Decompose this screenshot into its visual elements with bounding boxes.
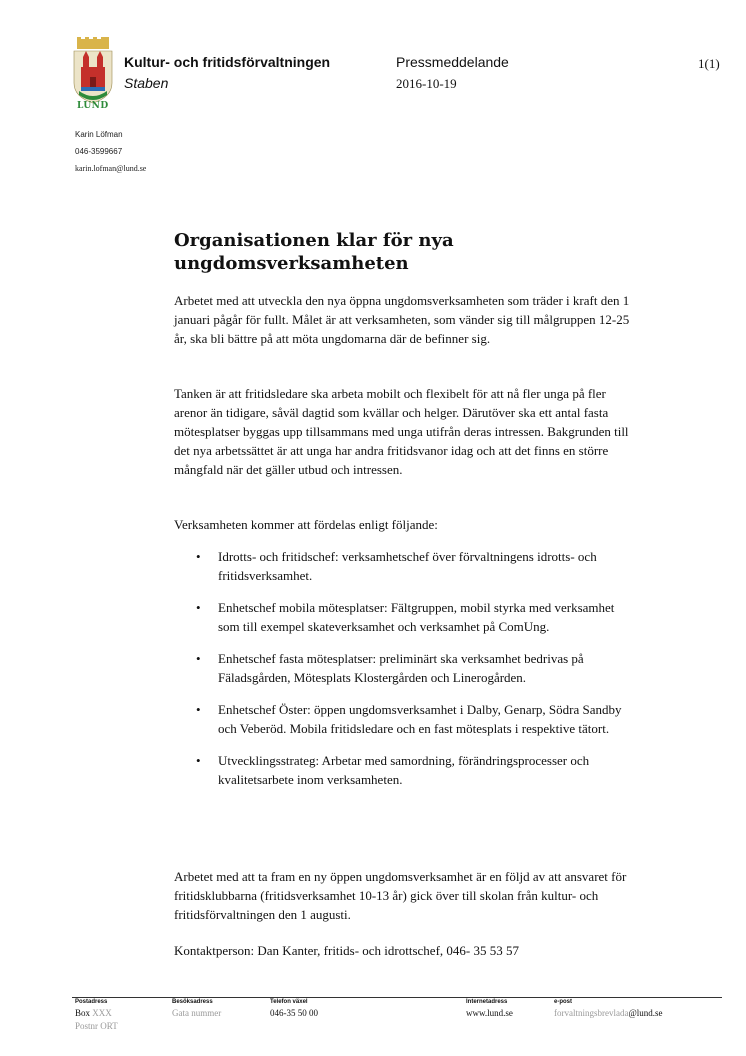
organization-unit: Staben bbox=[124, 75, 169, 91]
footer-internet-label: Internetadress bbox=[466, 999, 508, 1005]
page-number: 1(1) bbox=[698, 56, 720, 71]
lund-coat-of-arms-logo bbox=[72, 37, 114, 115]
postadress-box-value: XXX bbox=[92, 1008, 112, 1018]
footer-besoksadress-label: Besöksadress bbox=[172, 999, 213, 1005]
bullet-icon: • bbox=[196, 600, 201, 615]
list-item-text: Idrotts- och fritidschef: verksamhetschef över förvaltningens idrotts- och fritidsverksamhet. bbox=[218, 549, 597, 583]
contact-phone: 046-3599667 bbox=[75, 147, 123, 156]
list-item-text: Utvecklingsstrateg: Arbetar med samordning, förändringsprocesser och kvalitetsarbete inom verksamheten. bbox=[218, 753, 590, 787]
postadress-box-label: Box bbox=[75, 1008, 91, 1018]
footer-postadress-line1 bbox=[75, 1008, 112, 1018]
article-title: Organisationen klar för nya ungdomsverksamheten bbox=[174, 230, 454, 274]
organization-name: Kultur- och fritidsförvaltningen bbox=[124, 54, 331, 70]
article-closing-paragraph bbox=[174, 867, 640, 924]
bullet-icon: • bbox=[196, 549, 201, 564]
article-paragraph-2 bbox=[174, 384, 640, 479]
document-date: 2016-10-19 bbox=[396, 76, 457, 91]
footer-divider bbox=[72, 997, 722, 998]
article-contact-line bbox=[174, 941, 640, 960]
bullet-icon: • bbox=[196, 702, 201, 717]
paragraph-text: Kontaktperson: Dan Kanter, fritids- och idrottschef, 046- 35 53 57 bbox=[174, 943, 519, 958]
footer-telefon-label: Telefon växel bbox=[270, 999, 308, 1005]
list-item bbox=[196, 700, 636, 738]
footer-besoksadress-value: Gata nummer bbox=[172, 1008, 222, 1018]
logo-wordmark: LUND bbox=[77, 101, 109, 111]
article-paragraph-3 bbox=[174, 515, 640, 534]
paragraph-text: Tanken är att fritidsledare ska arbeta mobilt och flexibelt för att nå fler unga på fler arenor än tidigare, såväl dagtid som kvällar och helger. Därutöver ska ett antal fasta mötesplatser byggas upp tillsammans med unga utifrån deras intressen. Bakgrunden till det nya arbetssättet är att unga har andra fritidsvanor idag och att det finns en större mångfald när det gäller utbud och intressen. bbox=[174, 386, 629, 477]
epost-local-part: forvaltningsbrevlada bbox=[554, 1008, 629, 1018]
list-item-text: Enhetschef Öster: öppen ungdomsverksamhet i Dalby, Genarp, Södra Sandby och Veberöd. Mobila fritidsledare och en fast mötesplats i respektive tätort. bbox=[218, 702, 622, 736]
footer-postadress-label: Postadress bbox=[75, 999, 108, 1005]
list-item-text: Enhetschef fasta mötesplatser: preliminärt ska verksamhet bedrivas på Fäladsgården, Mötesplats Klostergården och Linerogården. bbox=[218, 651, 584, 685]
footer-postadress-line2: Postnr ORT bbox=[75, 1021, 118, 1031]
list-item-text: Enhetschef mobila mötesplatser: Fältgruppen, mobil styrka med verksamhet som till exempel skateverksamhet och verksamhet på ComUng. bbox=[218, 600, 615, 634]
contact-name: Karin Löfman bbox=[75, 130, 123, 139]
footer-telefon-value: 046-35 50 00 bbox=[270, 1008, 318, 1018]
list-item bbox=[196, 751, 636, 789]
responsibility-list bbox=[196, 547, 636, 802]
paragraph-text: Arbetet med att utveckla den nya öppna ungdomsverksamheten som träder i kraft den 1 januari pågår för fullt. Målet är att verksamheten, som vänder sig till målgruppen 12-25 år, ska bli bättre på att möta ungdomarna där de befinner sig. bbox=[174, 293, 630, 346]
article-paragraph-1 bbox=[174, 291, 640, 348]
bullet-icon: • bbox=[196, 753, 201, 768]
footer-internet-link[interactable]: www.lund.se bbox=[466, 1008, 513, 1018]
list-item bbox=[196, 547, 636, 585]
bullet-icon: • bbox=[196, 651, 201, 666]
paragraph-text: Arbetet med att ta fram en ny öppen ungdomsverksamhet är en följd av att ansvaret för fritidsklubbarna (fritidsverksamhet 10-13 år) gick över till skolan från kultur- och fritidsförvaltningen den 1 augusti. bbox=[174, 869, 627, 922]
paragraph-text: Verksamheten kommer att fördelas enligt följande: bbox=[174, 517, 438, 532]
footer-epost-link[interactable] bbox=[554, 1008, 663, 1018]
document-type: Pressmeddelande bbox=[396, 54, 509, 70]
contact-email: karin.lofman@lund.se bbox=[75, 164, 147, 173]
epost-domain: @lund.se bbox=[628, 1008, 663, 1018]
list-item bbox=[196, 598, 636, 636]
list-item bbox=[196, 649, 636, 687]
footer-epost-label: e-post bbox=[554, 999, 572, 1005]
